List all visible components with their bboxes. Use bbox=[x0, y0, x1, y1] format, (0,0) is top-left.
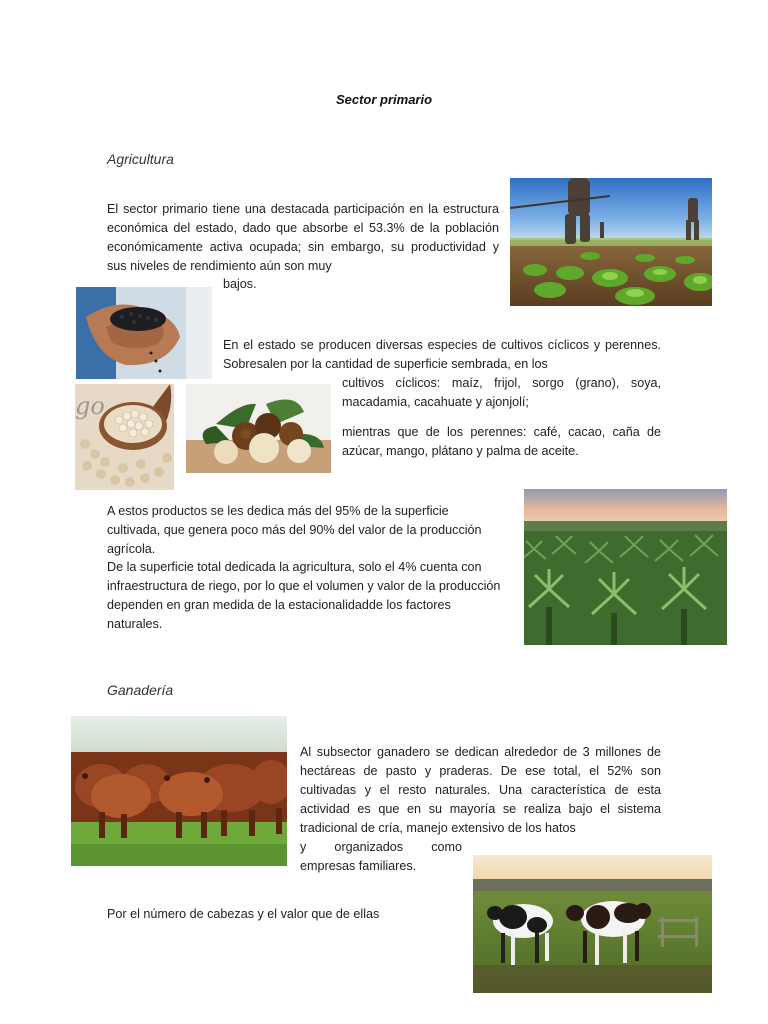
paragraph-cabezas: Por el número de cabezas y el valor que de ellas bbox=[107, 907, 380, 921]
hands-with-seeds-photo bbox=[76, 287, 212, 379]
page-title: Sector primario bbox=[335, 92, 433, 107]
paragraph-cultivos-ciclicos: cultivos cíclicos: maíz, frijol, sorgo (grano), soya, macadamia, cacahuate y ajonjolí; bbox=[342, 376, 661, 409]
paragraph-agricultura-intro-tail: bajos. bbox=[223, 277, 257, 291]
palm-plantation-photo bbox=[524, 489, 727, 645]
paragraph-agricultura-intro: El sector primario tiene una destacada participación en la estructura económica del estado, dado que absorbe el 53.3% de la población económicamente activa ocupada; sin embargo, su productividad y sus niveles de rendimiento aún son muy bbox=[107, 202, 499, 273]
paragraph-superficie: A estos productos se les dedica más del 95% de la superficie cultivada, que genera poco más del 90% del valor de la producción agrícola. bbox=[107, 504, 482, 556]
sorghum-overlay-text: go bbox=[75, 392, 105, 420]
section-heading-agricultura: Agricultura bbox=[107, 151, 174, 167]
paragraph-cultivos: En el estado se producen diversas especies de cultivos cíclicos y perennes. Sobresalen por la cantidad de superficie sembrada, en los bbox=[223, 338, 661, 371]
paragraph-ganaderia-line: y organizados como bbox=[300, 840, 462, 854]
cattle-herd-photo bbox=[71, 716, 287, 866]
paragraph-ganaderia: Al subsector ganadero se dedican alrededor de 3 millones de hectáreas de pasto y praderas. De ese total, el 52% son cultivadas y el resto naturales. Una característica de esta actividad es que en su mayoría se realiza bajo el sistema tradicional de cría, manejo extensivo de los hatos bbox=[300, 745, 661, 835]
paragraph-cultivos-perennes: mientras que de los perennes: café, cacao, caña de azúcar, mango, plátano y palma de aceite. bbox=[342, 425, 661, 458]
sorghum-grain-photo bbox=[75, 384, 174, 490]
macadamia-nuts-photo bbox=[186, 384, 331, 473]
paragraph-riego: De la superficie total dedicada la agricultura, solo el 4% cuenta con infraestructura de riego, por lo que el volumen y valor de la producción dependen en gran medida de la estacionalidadde los factores naturales. bbox=[107, 560, 501, 631]
dairy-cows-photo bbox=[473, 855, 712, 993]
paragraph-ganaderia-tail: empresas familiares. bbox=[300, 859, 417, 873]
field-workers-photo bbox=[510, 178, 712, 306]
section-heading-ganaderia: Ganadería bbox=[107, 682, 174, 698]
